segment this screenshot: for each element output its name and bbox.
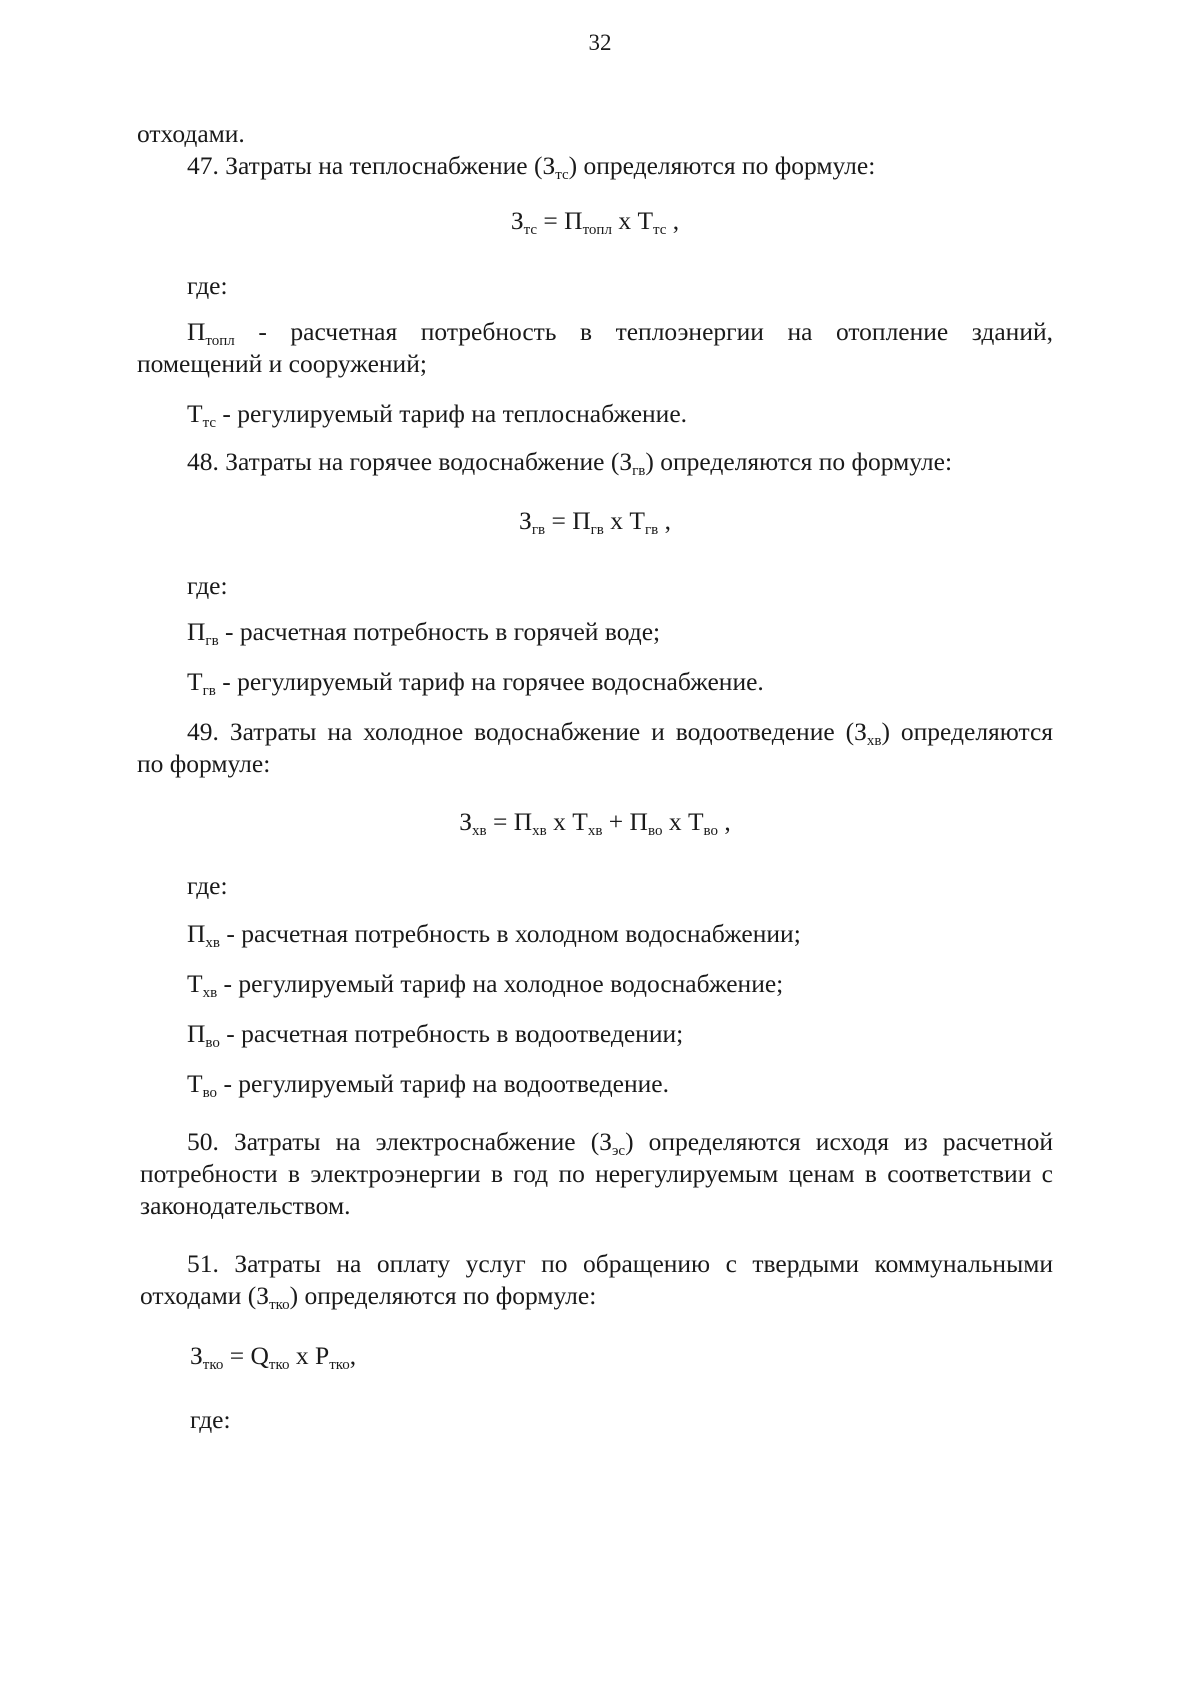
text-line: по формуле:	[137, 749, 271, 778]
where-label: где:	[187, 871, 228, 900]
definition-line: $Т_{во}$ - регулируемый тариф на водоотведение.	[187, 1069, 669, 1101]
definition-line: $Т_{хв}$ - регулируемый тариф на холодное водоснабжение;	[187, 969, 784, 1001]
definition-line: $Т_{гв}$ - регулируемый тариф на горячее водоснабжение.	[187, 667, 764, 699]
definition-line: $Т_{тс}$ - регулируемый тариф на теплоснабжение.	[187, 399, 688, 431]
definition-line: помещений и сооружений;	[137, 349, 427, 378]
definition-line: $П_{во}$ - расчетная потребность в водоотведении;	[187, 1019, 684, 1051]
definition-line: $П_{хв}$ - расчетная потребность в холодном водоснабжении;	[187, 919, 801, 951]
where-label: где:	[190, 1405, 231, 1434]
paragraph-50: 50. Затраты на электроснабжение $(З_{эс})$ определяются исходя из расчетной	[187, 1127, 1053, 1159]
formula-48: $З_{гв} = П_{гв}$ x $Т_{гв}$ ,	[519, 506, 671, 538]
where-label: где:	[187, 571, 228, 600]
where-label: где:	[187, 271, 228, 300]
paragraph-47: 47. Затраты на теплоснабжение $(З_{тс})$ определяются по формуле:	[187, 151, 876, 183]
paragraph-51: 51. Затраты на оплату услуг по обращению с твердыми коммунальными	[187, 1249, 1053, 1278]
formula-51: $З_{тко} = Q_{тко}$ x $Р_{тко}$,	[190, 1341, 357, 1373]
formula-49: $З_{хв} = П_{хв}$ x $Т_{хв} + П_{во}$ x $Т_{во}$ ,	[459, 807, 731, 839]
page-number: 32	[588, 30, 612, 55]
definition-line: $П_{гв}$ - расчетная потребность в горячей воде;	[187, 617, 661, 649]
paragraph-48: 48. Затраты на горячее водоснабжение $(З_{гв})$ определяются по формуле:	[187, 447, 953, 479]
definition-line: $П_{топл}$ - расчетная потребность в теплоэнергии на отопление зданий,	[187, 317, 1053, 349]
text-line: отходами $(З_{тко})$ определяются по формуле:	[140, 1281, 597, 1313]
paragraph-49: 49. Затраты на холодное водоснабжение и водоотведение $(З_{хв})$ определяются	[187, 717, 1053, 749]
text-line: законодательством.	[140, 1191, 351, 1220]
formula-47: $З_{тс} = П_{топл}$ x $Т_{тс}$ ,	[510, 206, 680, 238]
text-line: отходами.	[137, 119, 245, 148]
text-line: потребности в электроэнергии в год по нерегулируемым ценам в соответствии с	[140, 1159, 1053, 1188]
